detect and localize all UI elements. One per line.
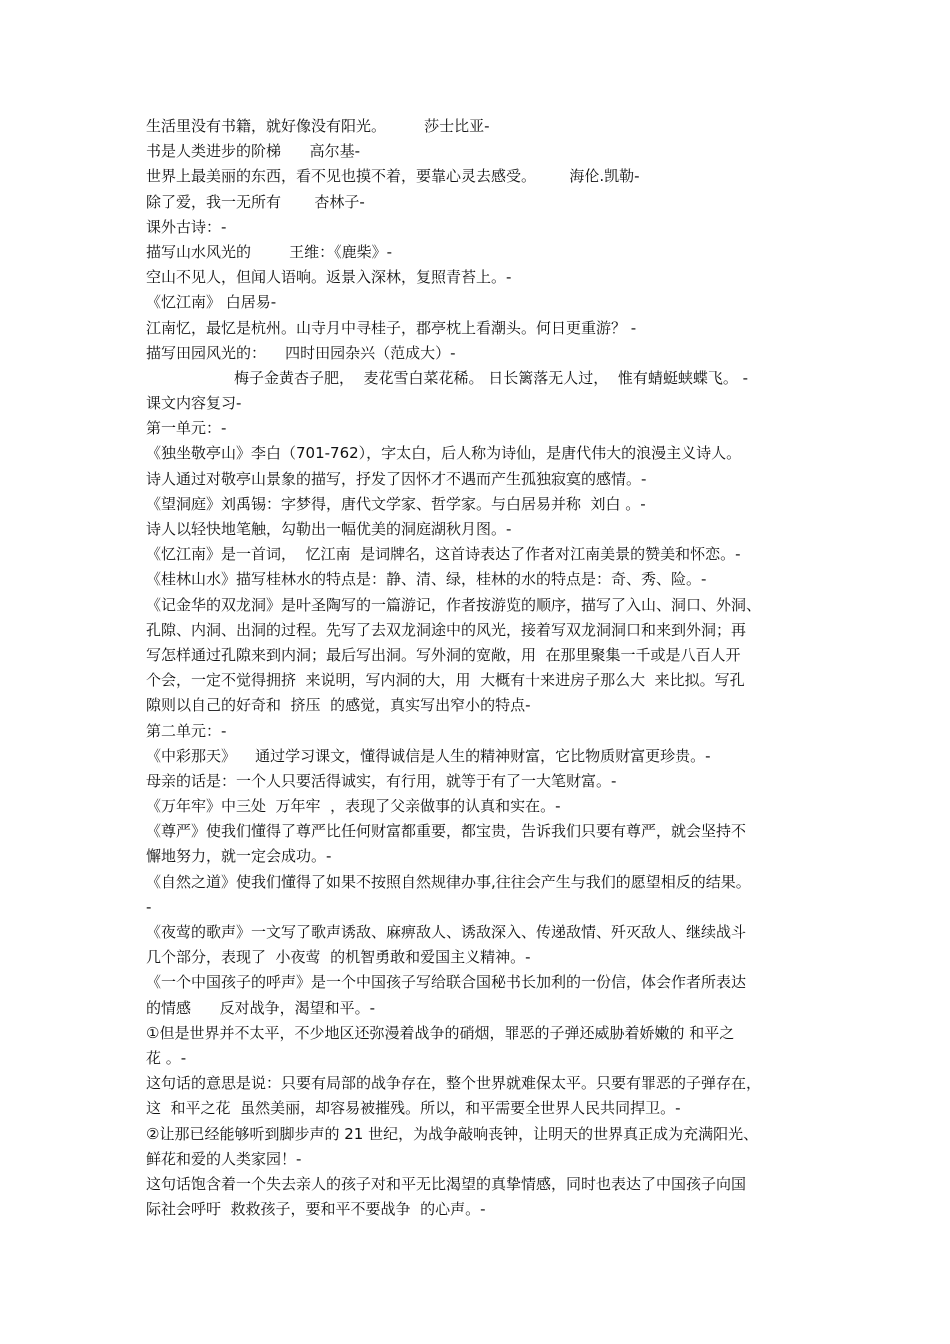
text-line: 课外古诗：- (146, 217, 227, 236)
text-line: 懈地努力，就一定会成功。- (146, 847, 332, 866)
text-line: 《自然之道》使我们懂得了如果不按照自然规律办事,往往会产生与我们的愿望相反的结果。 (146, 872, 751, 891)
text-line: 空山不见人，但闻人语响。返景入深林，复照青苔上。- (146, 268, 512, 287)
text-line: 写怎样通过孔隙来到内洞；最后写出洞。写外洞的宽敞，用 在那里聚集一千或是八百人开 (146, 645, 741, 664)
text-line: 《一个中国孩子的呼声》是一个中国孩子写给联合国秘书长加利的一份信，体会作者所表达 (146, 973, 747, 992)
text-line: 《中彩那天》 通过学习课文，懂得诚信是人生的精神财富，它比物质财富更珍贵。- (146, 746, 711, 765)
text-line: 《桂林山水》描写桂林水的特点是：静、清、绿，桂林的水的特点是：奇、秀、险。- (146, 570, 707, 589)
document-page (146, 114, 812, 1222)
text-line: 这 和平之花 虽然美丽，却容易被摧残。所以，和平需要全世界人民共同捍卫。- (146, 1099, 681, 1118)
text-line: 《忆江南》是一首词， 忆江南 是词牌名，这首诗表达了作者对江南美景的赞美和怀恋。- (146, 545, 741, 564)
text-line: 诗人通过对敬亭山景象的描写，抒发了因怀才不遇而产生孤独寂寞的感情。- (146, 469, 647, 488)
text-line: 描写田园风光的： 四时田园杂兴（范成大）- (146, 343, 456, 362)
text-line: ①但是世界并不太平，不少地区还弥漫着战争的硝烟，罪恶的子弹还威胁着娇嫩的 和平之 (146, 1023, 735, 1042)
text-line: 世界上最美丽的东西，看不见也摸不着，要靠心灵去感受。 海伦.凯勒- (146, 167, 640, 186)
text-line: 几个部分，表现了 小夜莺 的机智勇敢和爱国主义精神。- (146, 948, 531, 967)
text-line: 《忆江南》 白居易- (146, 293, 277, 312)
text-line: 描写山水风光的 王维：《鹿柴》- (146, 242, 393, 261)
text-line: 花 。- (146, 1048, 187, 1067)
text-line: 《望洞庭》刘禹锡：字梦得，唐代文学家、哲学家。与白居易并称 刘白 。- (146, 494, 646, 513)
text-line: 生活里没有书籍，就好像没有阳光。 莎士比亚- (146, 117, 490, 135)
text-line: 际社会呼吁 救救孩子，要和平不要战争 的心声。- (146, 1200, 486, 1219)
text-line: 这句话饱含着一个失去亲人的孩子对和平无比渴望的真挚情感，同时也表达了中国孩子向国 (146, 1174, 747, 1193)
text-line: ②让那已经能够听到脚步声的 21 世纪，为战争敲响丧钟，让明天的世界真正成为充满阳光、 (146, 1124, 759, 1143)
text-line: 书是人类进步的阶梯 高尔基- (146, 142, 361, 161)
text-line: - (146, 897, 152, 916)
text-line: 这句话的意思是说：只要有局部的战争存在，整个世界就难保太平。只要有罪恶的子弹存在， (146, 1074, 762, 1093)
text-line: 江南忆，最忆是杭州。山寺月中寻桂子，郡亭枕上看潮头。何日更重游？ - (146, 318, 637, 337)
text-line: 第一单元：- (146, 419, 227, 438)
text-line: 隙则以自己的好奇和 挤压 的感觉，真实写出窄小的特点- (146, 696, 531, 715)
text-line: 课文内容复习- (146, 394, 242, 413)
text-line: 《尊严》使我们懂得了尊严比任何财富都重要，都宝贵，告诉我们只要有尊严，就会坚持不 (146, 822, 747, 841)
text-line: 个会，一定不觉得拥挤 来说明，写内洞的大，用 大概有十来进房子那么大 来比拟。写孔 (146, 671, 745, 690)
text-line: 母亲的话是：一个人只要活得诚实，有行用，就等于有了一大笔财富。- (146, 771, 617, 790)
text-line: 鲜花和爱的人类家园！- (146, 1149, 302, 1168)
text-line: 《夜莺的歌声》一文写了歌声诱敌、麻痹敌人、诱敌深入、传递敌情、歼灭敌人、继续战斗 (146, 923, 747, 941)
text-line: 第二单元：- (146, 721, 227, 740)
text-line: 《记金华的双龙洞》是叶圣陶写的一篇游记，作者按游览的顺序，描写了入山、洞口、外洞、 (146, 595, 762, 614)
text-line: 《万年牢》中三处 万年牢 ，表现了父亲做事的认真和实在。- (146, 797, 561, 816)
text-line: 《独坐敬亭山》李白（701-762），字太白，后人称为诗仙，是唐代伟大的浪漫主义诗人。 (146, 444, 742, 463)
text-line: 诗人以轻快地笔触，勾勒出一幅优美的洞庭湖秋月图。- (146, 520, 512, 538)
text-line: 的情感 反对战争，渴望和平。- (146, 998, 376, 1017)
text-line: 梅子金黄杏子肥， 麦花雪白菜花稀。 日长篱落无人过， 惟有蜻蜓蛱蝶飞。 - (234, 368, 749, 387)
text-line: 除了爱，我一无所有 杏林子- (146, 192, 365, 211)
text-line: 孔隙、内洞、出洞的过程。先写了去双龙洞途中的风光，接着写双龙洞洞口和来到外洞；再 (146, 620, 747, 639)
